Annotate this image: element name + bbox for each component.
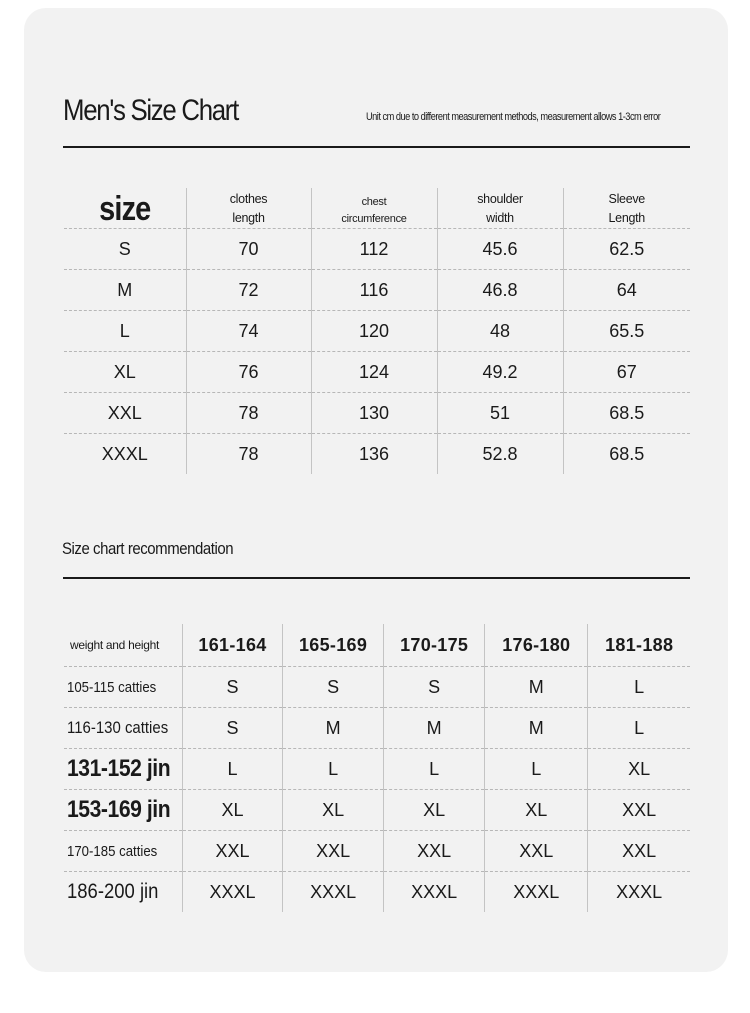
recommended-size-cell: M: [283, 708, 384, 749]
size-cell: M: [64, 270, 186, 311]
recommended-size-cell: S: [384, 667, 485, 708]
recommended-size-cell: XXL: [588, 831, 690, 872]
sleeve-cell: 67: [563, 352, 690, 393]
recommended-size-cell: XXXL: [283, 872, 384, 913]
recommended-size-cell: S: [182, 667, 282, 708]
sleeve-cell: 64: [563, 270, 690, 311]
sleeve-cell: 68.5: [563, 434, 690, 475]
section-title-recommendation: Size chart recommendation: [62, 539, 234, 558]
recommended-size-cell: M: [485, 667, 588, 708]
column-header-shoulder-width: shoulder width: [437, 188, 563, 229]
size-cell: S: [64, 229, 186, 270]
table-row: [64, 434, 690, 475]
chest-cell: 130: [311, 393, 437, 434]
shoulder-cell: 48: [437, 311, 563, 352]
recommended-size-cell: XXL: [588, 790, 690, 831]
weight-height-label: weight and height: [70, 638, 159, 652]
recommended-size-cell: XXL: [384, 831, 485, 872]
height-header: 176-180: [485, 624, 588, 667]
recommendation-header-row: [64, 624, 690, 667]
sleeve-cell: 68.5: [563, 393, 690, 434]
section-divider: [63, 577, 690, 579]
clothes-length-cell: 78: [186, 393, 311, 434]
chest-cell: 124: [311, 352, 437, 393]
recommended-size-cell: XXL: [485, 831, 588, 872]
chest-cell: 112: [311, 229, 437, 270]
weight-label: 186-200 jin: [64, 872, 182, 913]
sleeve-cell: 62.5: [563, 229, 690, 270]
measurement-note: Unit cm due to different measurement methods, measurement allows 1-3cm error: [366, 111, 661, 123]
recommended-size-cell: M: [384, 708, 485, 749]
recommended-size-cell: XL: [283, 790, 384, 831]
recommended-size-cell: XL: [384, 790, 485, 831]
height-header: 165-169: [283, 624, 384, 667]
table-row: [64, 270, 690, 311]
recommended-size-cell: XXXL: [182, 872, 282, 913]
recommended-size-cell: S: [182, 708, 282, 749]
table-row: [64, 393, 690, 434]
recommended-size-cell: L: [485, 749, 588, 790]
recommended-size-cell: L: [588, 708, 690, 749]
size-chart-header-row: [64, 188, 690, 229]
clothes-length-cell: 78: [186, 434, 311, 475]
weight-label: 131-152 jin: [64, 749, 182, 790]
table-row: [64, 667, 690, 708]
table-row: [64, 831, 690, 872]
page-title: Men's Size Chart: [63, 94, 238, 127]
recommended-size-cell: XXXL: [588, 872, 690, 913]
column-header-sleeve-length: Sleeve Length: [563, 188, 690, 229]
chest-cell: 120: [311, 311, 437, 352]
size-cell: XL: [64, 352, 186, 393]
height-header: 181-188: [588, 624, 690, 667]
clothes-length-cell: 72: [186, 270, 311, 311]
clothes-length-cell: 70: [186, 229, 311, 270]
weight-label: 116-130 catties: [64, 708, 182, 749]
recommended-size-cell: XXL: [283, 831, 384, 872]
table-row: [64, 352, 690, 393]
height-header: 170-175: [384, 624, 485, 667]
recommended-size-cell: XXL: [182, 831, 282, 872]
recommended-size-cell: L: [182, 749, 282, 790]
recommended-size-cell: L: [283, 749, 384, 790]
recommended-size-cell: XL: [588, 749, 690, 790]
weight-label: 153-169 jin: [64, 790, 182, 831]
recommended-size-cell: XXXL: [485, 872, 588, 913]
recommended-size-cell: M: [485, 708, 588, 749]
recommended-size-cell: S: [283, 667, 384, 708]
weight-label: 105-115 catties: [64, 667, 182, 708]
title-divider: [63, 146, 690, 148]
column-header-clothes-length: clothes length: [186, 188, 311, 229]
column-header-size: size: [99, 190, 151, 228]
table-row: [64, 229, 690, 270]
shoulder-cell: 51: [437, 393, 563, 434]
shoulder-cell: 52.8: [437, 434, 563, 475]
size-cell: L: [64, 311, 186, 352]
recommended-size-cell: XL: [182, 790, 282, 831]
size-cell: XXL: [64, 393, 186, 434]
height-header: 161-164: [182, 624, 282, 667]
recommended-size-cell: L: [384, 749, 485, 790]
recommendation-table: [64, 624, 690, 912]
table-row: [64, 708, 690, 749]
chest-cell: 116: [311, 270, 437, 311]
size-chart-table: [64, 188, 690, 474]
size-cell: XXXL: [64, 434, 186, 475]
chest-cell: 136: [311, 434, 437, 475]
recommended-size-cell: XXXL: [384, 872, 485, 913]
table-row: [64, 872, 690, 913]
shoulder-cell: 46.8: [437, 270, 563, 311]
weight-label: 170-185 catties: [64, 831, 182, 872]
recommended-size-cell: XL: [485, 790, 588, 831]
shoulder-cell: 49.2: [437, 352, 563, 393]
recommended-size-cell: L: [588, 667, 690, 708]
clothes-length-cell: 76: [186, 352, 311, 393]
column-header-chest-circumference: chest circumference: [311, 188, 437, 229]
table-row: [64, 749, 690, 790]
shoulder-cell: 45.6: [437, 229, 563, 270]
table-row: [64, 311, 690, 352]
table-row: [64, 790, 690, 831]
clothes-length-cell: 74: [186, 311, 311, 352]
sleeve-cell: 65.5: [563, 311, 690, 352]
